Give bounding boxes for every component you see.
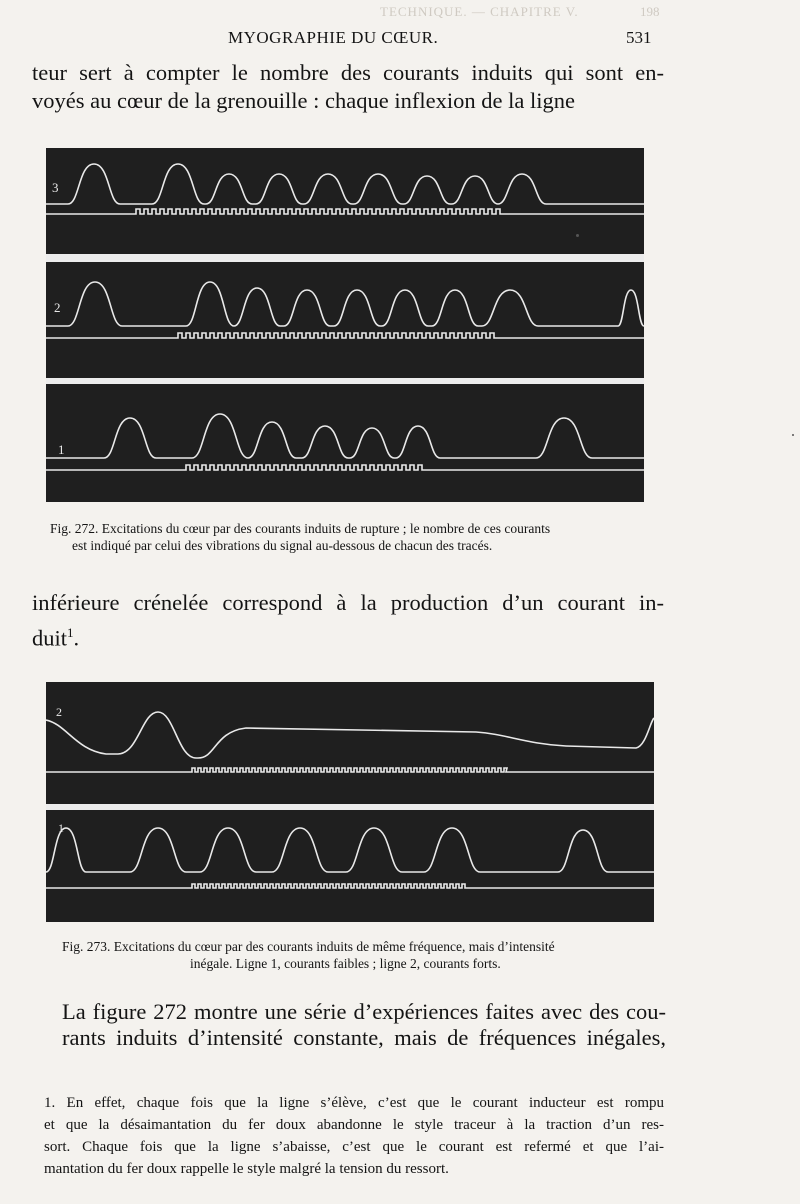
footnote-line-4: mantation du fer doux rappelle le style malgré la tension du ressort. xyxy=(44,1161,449,1177)
figure-273-myograph-traces xyxy=(46,682,654,922)
signal-trace-1 xyxy=(46,465,644,470)
paragraph-2-line-2 xyxy=(32,618,664,654)
figure-273-caption-line-2: inégale. Ligne 1, courants faibles ; ligne 2, courants forts. xyxy=(190,956,501,971)
footnote-marker: 1 xyxy=(67,625,74,640)
trace-label-2: 2 xyxy=(54,300,61,315)
muscle-trace-1 xyxy=(46,414,644,458)
signal-trace-3 xyxy=(46,209,644,214)
muscle-trace-2 xyxy=(46,282,644,326)
page-number: 531 xyxy=(626,28,652,47)
paragraph-3-line-2: rants induits d’intensité constante, mais de fréquences inégales, xyxy=(62,1025,666,1050)
ink-speck xyxy=(792,434,794,436)
trace-label-3: 3 xyxy=(52,180,59,195)
figure-272-caption-line-1: Fig. 272. Excitations du cœur par des courants induits de rupture ; le nombre de ces courants xyxy=(50,521,551,536)
paragraph-2-period: . xyxy=(73,625,80,651)
paragraph-2-line-1: inférieure crénelée correspond à la production d’un courant in- xyxy=(32,590,664,615)
signal-trace-2 xyxy=(46,768,654,772)
ink-speck xyxy=(576,234,579,237)
footnote-line-1: 1. En effet, chaque fois que la ligne s’élève, c’est que le courant inducteur est rompu xyxy=(44,1095,664,1111)
signal-trace-2 xyxy=(46,333,644,338)
muscle-trace-1 xyxy=(46,828,654,872)
strip-separator xyxy=(46,378,644,384)
figure-272-myograph-traces xyxy=(46,148,644,502)
running-title: MYOGRAPHIE DU CŒUR. xyxy=(228,28,439,47)
figure-273-caption-line-1: Fig. 273. Excitations du cœur par des courants induits de même fréquence, mais d’intensité xyxy=(62,939,555,954)
paragraph-1-line-1: teur sert à compter le nombre des courants induits qui sont en- xyxy=(32,60,664,85)
trace-label-1: 1 xyxy=(58,821,64,835)
figure-272-svg xyxy=(46,148,644,502)
footnote-line-2: et que la désaimantation du fer doux abandonne le style traceur à la traction d’un res- xyxy=(44,1117,664,1133)
muscle-trace-2 xyxy=(46,712,654,758)
trace-label-1: 1 xyxy=(58,442,65,457)
figure-272-caption-line-2: est indiqué par celui des vibrations du signal au-dessous de chacun des tracés. xyxy=(72,538,493,553)
paragraph-1-line-2: voyés au cœur de la grenouille : chaque inflexion de la ligne xyxy=(32,88,575,113)
signal-trace-1 xyxy=(46,884,654,888)
paragraph-3-line-1: La figure 272 montre une série d’expériences faites avec des cou- xyxy=(62,999,666,1024)
strip-separator xyxy=(46,254,644,262)
strip-separator xyxy=(46,804,654,810)
bleed-through-page-number: 198 xyxy=(640,4,660,19)
muscle-trace-3 xyxy=(46,164,644,204)
figure-273-svg xyxy=(46,682,654,922)
footnote-line-3: sort. Chaque fois que la ligne s’abaisse, c’est que le courant est refermé et que l’ai- xyxy=(44,1139,664,1155)
bleed-through-header: TECHNIQUE. — CHAPITRE V. xyxy=(380,4,579,19)
paragraph-2-text: duit xyxy=(32,625,68,651)
trace-label-2: 2 xyxy=(56,705,62,719)
